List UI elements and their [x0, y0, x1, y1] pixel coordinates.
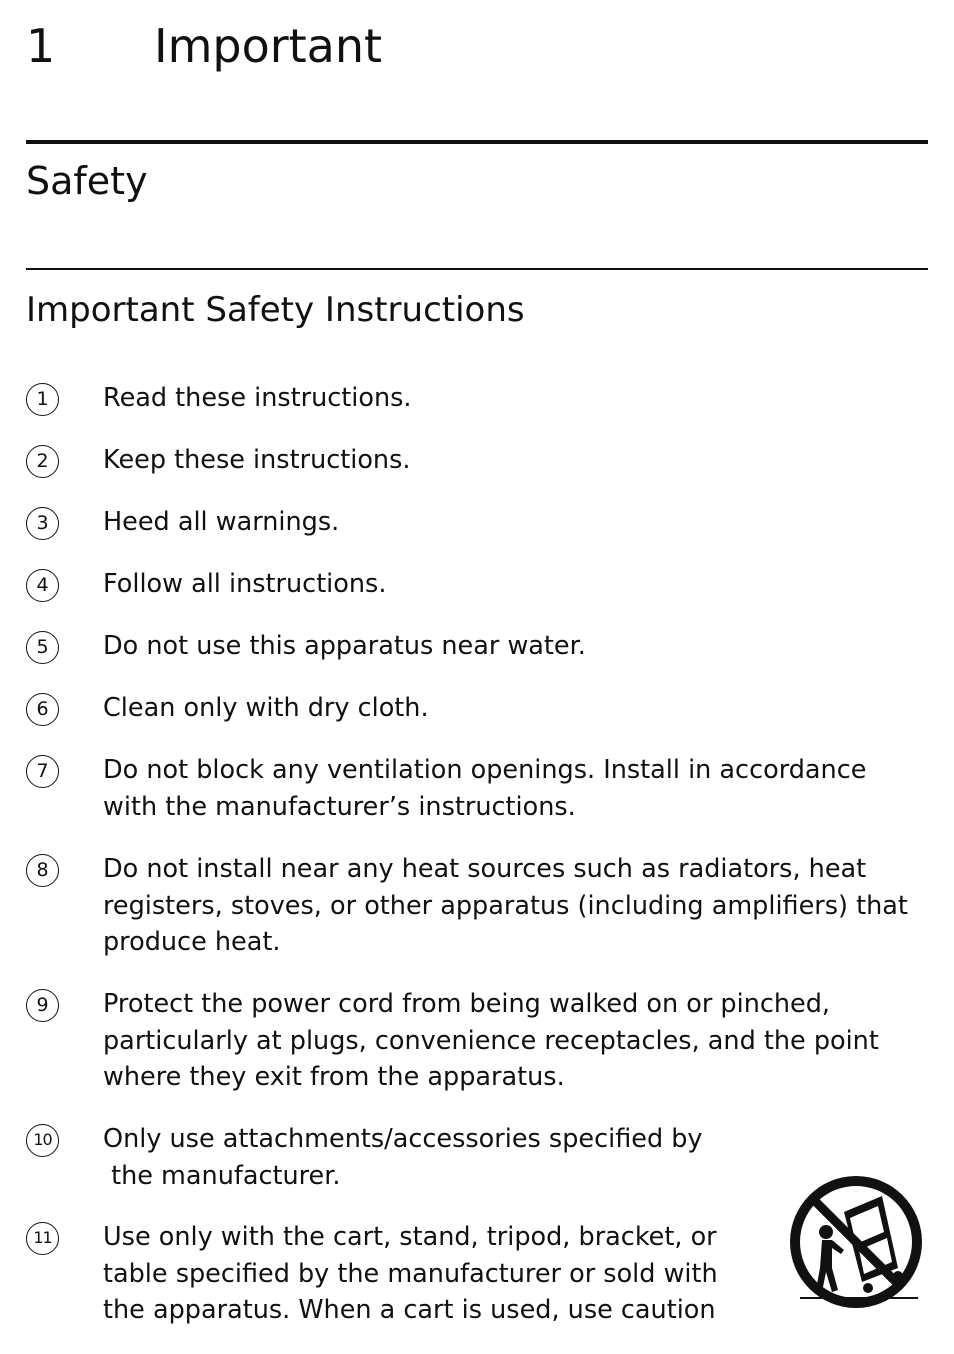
instruction-text: Read these instructions.	[103, 383, 412, 413]
instruction-text: Do not install near any heat sources such as radiators, heat registers, stoves, or other apparatus (including amplifiers) that produce heat.	[103, 854, 908, 957]
chapter-number: 1	[26, 19, 56, 73]
instruction-number: 8	[26, 854, 59, 887]
instruction-text: Only use attachments/accessories specified by the manufacturer.	[103, 1124, 703, 1191]
instruction-number: 10	[26, 1124, 59, 1157]
instruction-number: 9	[26, 989, 59, 1022]
cart-tip-over-warning-icon	[786, 1172, 926, 1312]
instruction-number: 1	[26, 383, 59, 416]
section-divider	[26, 268, 928, 270]
subsection-title: Important Safety Instructions	[26, 290, 525, 330]
instruction-number: 6	[26, 693, 59, 726]
instruction-text: Follow all instructions.	[103, 569, 387, 599]
instruction-text: Keep these instructions.	[103, 445, 411, 475]
instruction-number: 11	[26, 1222, 59, 1255]
instruction-text: Do not use this apparatus near water.	[103, 631, 586, 661]
instruction-text: Do not block any ventilation openings. Install in accordance with the manufacturer’s instructions.	[103, 755, 867, 822]
chapter-divider	[26, 140, 928, 144]
instruction-text: Use only with the cart, stand, tripod, bracket, or table specified by the manufacturer or sold with the apparatus. When a cart is used, use caution	[103, 1222, 718, 1325]
instruction-number: 4	[26, 569, 59, 602]
instruction-number: 2	[26, 445, 59, 478]
instruction-text: Protect the power cord from being walked on or pinched, particularly at plugs, convenience receptacles, and the point where they exit from the apparatus.	[103, 989, 879, 1092]
instruction-number: 7	[26, 755, 59, 788]
instruction-text: Heed all warnings.	[103, 507, 340, 537]
section-title: Safety	[26, 159, 148, 203]
instruction-number: 3	[26, 507, 59, 540]
chapter-title: Important	[154, 19, 383, 73]
instruction-text: Clean only with dry cloth.	[103, 693, 429, 723]
instruction-number: 5	[26, 631, 59, 664]
